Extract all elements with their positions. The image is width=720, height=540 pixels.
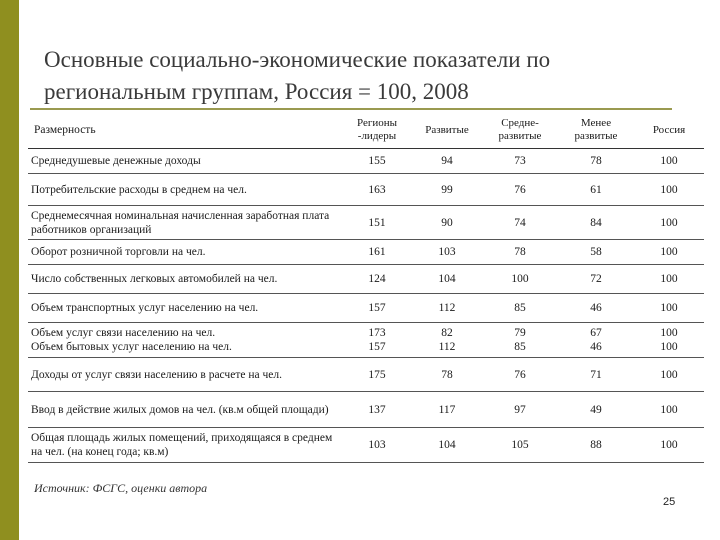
row-label: Доходы от услуг связи населению в расчете на чел. [28, 358, 342, 392]
cell-value: 157 [342, 294, 412, 323]
cell-value [412, 323, 482, 358]
row-label: Оборот розничной торговли на чел. [28, 240, 342, 265]
cell-value: 100 [634, 265, 704, 294]
cell-value: 100 [634, 358, 704, 392]
cell-value-line: 82 [441, 327, 453, 339]
table-row [28, 265, 704, 294]
cell-value-line: 173 [368, 327, 386, 339]
slide-title [44, 44, 694, 108]
cell-value: 155 [342, 149, 412, 174]
cell-value: 105 [482, 428, 558, 463]
row-label: Потребительские расходы в среднем на чел. [28, 174, 342, 206]
cell-value [482, 323, 558, 358]
header-russia: Россия [634, 112, 704, 149]
cell-value: 112 [412, 294, 482, 323]
cell-value [558, 323, 634, 358]
cell-value: 88 [558, 428, 634, 463]
cell-value: 78 [558, 149, 634, 174]
cell-value: 76 [482, 174, 558, 206]
cell-value: 124 [342, 265, 412, 294]
cell-value: 72 [558, 265, 634, 294]
table-row [28, 240, 704, 265]
cell-value-line: 85 [514, 341, 526, 353]
cell-value: 100 [634, 240, 704, 265]
cell-value: 90 [412, 206, 482, 240]
indicators-table [28, 112, 704, 463]
title-line-2: региональным группам, Россия = 100, 2008 [44, 79, 469, 104]
cell-value: 46 [558, 294, 634, 323]
header-medium: Средне-развитые [482, 112, 558, 149]
cell-value: 151 [342, 206, 412, 240]
cell-value: 161 [342, 240, 412, 265]
row-label-line: Объем услуг связи населению на чел. [31, 327, 216, 339]
cell-value: 117 [412, 392, 482, 428]
cell-value: 99 [412, 174, 482, 206]
row-label: Ввод в действие жилых домов на чел. (кв.м общей площади) [28, 392, 342, 428]
cell-value: 100 [634, 294, 704, 323]
cell-value: 100 [482, 265, 558, 294]
accent-bar [0, 0, 19, 540]
cell-value: 97 [482, 392, 558, 428]
cell-value: 61 [558, 174, 634, 206]
cell-value: 100 [634, 174, 704, 206]
cell-value: 78 [482, 240, 558, 265]
cell-value: 100 [634, 392, 704, 428]
cell-value: 58 [558, 240, 634, 265]
table-row [28, 358, 704, 392]
header-less-developed: Менее развитые [558, 112, 634, 149]
cell-value-line: 157 [368, 341, 386, 353]
cell-value-line: 112 [438, 341, 456, 353]
row-label [28, 323, 342, 358]
row-label: Среднемесячная номинальная начисленная заработная плата работников организаций [28, 206, 342, 240]
header-developed: Развитые [412, 112, 482, 149]
table-header-row [28, 112, 704, 149]
cell-value: 175 [342, 358, 412, 392]
cell-value: 76 [482, 358, 558, 392]
page-number: 25 [663, 496, 676, 508]
cell-value-line: 100 [660, 327, 678, 339]
cell-value: 73 [482, 149, 558, 174]
cell-value: 74 [482, 206, 558, 240]
table-row [28, 174, 704, 206]
header-dimension: Размерность [28, 112, 342, 149]
cell-value: 100 [634, 206, 704, 240]
title-line-1: Основные социально-экономические показатели по [44, 47, 551, 72]
row-label: Объем транспортных услуг населению на чел. [28, 294, 342, 323]
row-label: Среднедушевые денежные доходы [28, 149, 342, 174]
cell-value: 104 [412, 428, 482, 463]
row-label: Число собственных легковых автомобилей на чел. [28, 265, 342, 294]
cell-value: 94 [412, 149, 482, 174]
cell-value-line: 46 [590, 341, 602, 353]
cell-value: 103 [342, 428, 412, 463]
cell-value: 137 [342, 392, 412, 428]
cell-value: 85 [482, 294, 558, 323]
cell-value-line: 79 [514, 327, 526, 339]
table-row [28, 428, 704, 463]
cell-value: 163 [342, 174, 412, 206]
cell-value-line: 100 [660, 341, 678, 353]
table-row [28, 294, 704, 323]
title-divider [30, 108, 672, 110]
row-label: Общая площадь жилых помещений, приходящаяся в среднем на чел. (на конец года; кв.м) [28, 428, 342, 463]
table-row [28, 323, 704, 358]
table-row [28, 149, 704, 174]
row-label-line: Объем бытовых услуг населению на чел. [31, 341, 232, 353]
cell-value: 104 [412, 265, 482, 294]
cell-value: 49 [558, 392, 634, 428]
cell-value: 100 [634, 428, 704, 463]
cell-value [634, 323, 704, 358]
source-note: Источник: ФСГС, оценки автора [34, 481, 208, 495]
table-row [28, 206, 704, 240]
table-row [28, 392, 704, 428]
cell-value: 78 [412, 358, 482, 392]
header-leaders: Регионы -лидеры [342, 112, 412, 149]
cell-value-line: 67 [590, 327, 602, 339]
cell-value: 71 [558, 358, 634, 392]
cell-value [342, 323, 412, 358]
cell-value: 103 [412, 240, 482, 265]
cell-value: 84 [558, 206, 634, 240]
cell-value: 100 [634, 149, 704, 174]
